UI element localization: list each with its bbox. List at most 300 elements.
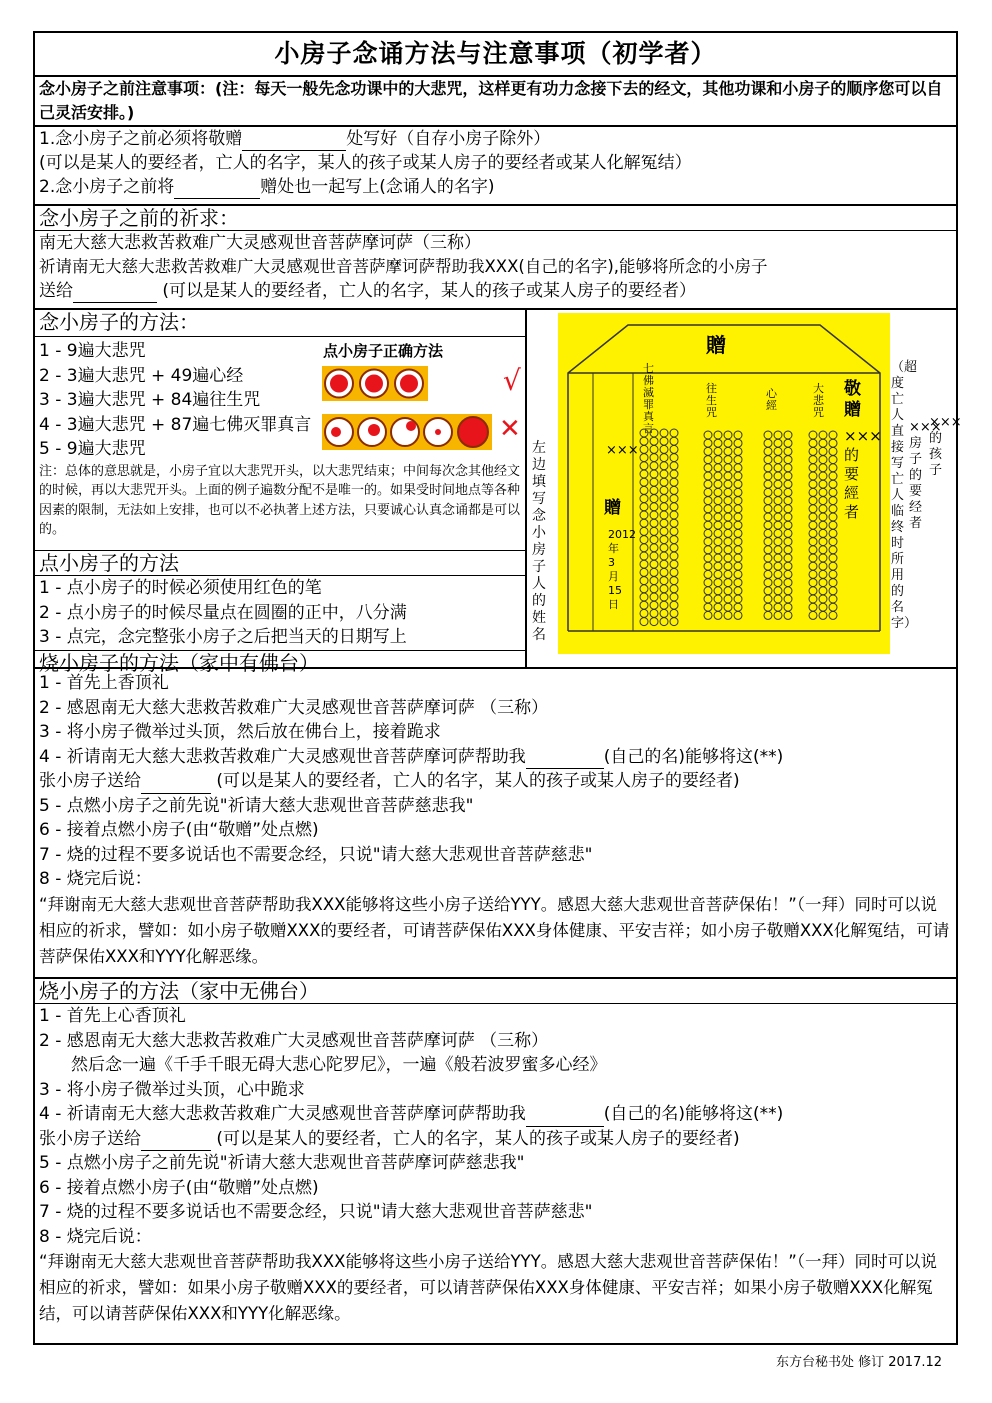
- prep-l3b: 赠处也一起写上(念诵人的名字): [260, 177, 495, 197]
- mantra-circle: [809, 603, 817, 611]
- mantra-circle: [774, 521, 782, 529]
- mantra-circle: [704, 546, 712, 554]
- blank-jingzeng: [242, 132, 346, 151]
- mantra-circle: [774, 579, 782, 587]
- burn-home-10: “拜谢南无大慈大悲观世音菩萨帮助我XXX能够将这些小房子送给YYY。感恩大慈大悲观世音菩萨保佑！”（一拜）同时可以说相应的祈求，譬如：如小房子敬赠XXX的要经者，可请菩萨保佑XXX身体健康、平安吉祥；如小房子敬赠XXX化解冤结，可请菩萨保佑XXX和YYY化解恶缘。: [39, 894, 950, 966]
- blank-zeng: [174, 180, 260, 199]
- mantra-circle: [714, 570, 722, 578]
- left-zeng: 贈: [604, 498, 621, 518]
- mantra-circle: [764, 570, 772, 578]
- mantra-circle: [670, 486, 678, 494]
- mantra-circle: [670, 552, 678, 560]
- mantra-circle: [650, 609, 658, 617]
- mantra-circle: [660, 585, 668, 593]
- mantra-circle: [784, 480, 792, 488]
- house-diagram: [527, 310, 962, 667]
- mantra-circle: [724, 554, 732, 562]
- burn-home-9: 8 - 烧完后说：: [39, 869, 152, 889]
- mantra-circle: [640, 536, 648, 544]
- method-heading: 念小房子的方法：: [35, 310, 525, 337]
- mantra-circle: [660, 445, 668, 453]
- burn-nohome-2b: 然后念一遍《千手千眼无碍大悲心陀罗尼》，一遍《般若波罗蜜多心经》: [71, 1055, 607, 1075]
- mantra-circle: [724, 562, 732, 570]
- document-sheet: [33, 31, 962, 1345]
- mantra-circle: [774, 611, 782, 619]
- mantra-circle: [650, 511, 658, 519]
- mantra-circle: [819, 554, 827, 562]
- mantra-circle: [809, 456, 817, 464]
- mantra-circle: [704, 488, 712, 496]
- mantra-circle: [819, 431, 827, 439]
- mantra-circle: [714, 587, 722, 595]
- mantra-circle: [774, 513, 782, 521]
- mantra-circle: [704, 587, 712, 595]
- mantra-circle: [640, 618, 648, 626]
- mantra-circle: [764, 480, 772, 488]
- mantra-circle: [670, 429, 678, 437]
- mantra-circle: [784, 587, 792, 595]
- mantra-circle: [784, 431, 792, 439]
- dot-heading: 点小房子的方法: [35, 550, 525, 576]
- mantra-circle: [660, 503, 668, 511]
- mantra-circle: [650, 568, 658, 576]
- mantra-circle: [640, 495, 648, 503]
- mantra-circle: [819, 513, 827, 521]
- mantra-circle: [774, 562, 782, 570]
- mantra-circle: [670, 609, 678, 617]
- mantra-circle: [650, 552, 658, 560]
- right-label-3: ×××的孩子: [929, 415, 962, 478]
- mantra-circle: [714, 521, 722, 529]
- mantra-circle: [640, 470, 648, 478]
- mantra-circle: [724, 538, 732, 546]
- mantra-circle: [734, 497, 742, 505]
- mantra-circle: [764, 447, 772, 455]
- mantra-circle: [734, 595, 742, 603]
- mantra-circle: [764, 497, 772, 505]
- mantra-circle: [724, 513, 732, 521]
- mantra-circle: [640, 560, 648, 568]
- burn-home-4b: (自己的名)能够将这(**): [603, 746, 784, 767]
- mantra-circle: [819, 603, 827, 611]
- burn-home-6: 5 - 点燃小房子之前先说"祈请大慈大悲观世音菩萨慈悲我": [39, 795, 474, 816]
- mantra-circle: [660, 495, 668, 503]
- mantra-circle: [724, 447, 732, 455]
- mantra-circle: [774, 456, 782, 464]
- burn-nohome-10: “拜谢南无大慈大悲观世音菩萨帮助我XXX能够将这些小房子送给YYY。感恩大慈大悲观世音菩萨保佑！”（一拜）同时可以说相应的祈求，譬如：如果小房子敬赠XXX的要经者，可以请菩萨保佑XXX身体健康、平安吉祥；如果小房子敬赠XXX化解冤结，可以请菩萨保佑XXX和YYY化解恶缘。: [39, 1252, 937, 1323]
- mantra-circle: [809, 472, 817, 480]
- mantra-circle: [829, 538, 837, 546]
- col3-label: 心經: [766, 387, 777, 412]
- mantra-circle: [650, 437, 658, 445]
- mantra-circle: [764, 472, 772, 480]
- mantra-circle: [764, 464, 772, 472]
- mantra-circle: [650, 560, 658, 568]
- mantra-circle: [784, 456, 792, 464]
- mantra-circle: [670, 470, 678, 478]
- method-item-1: 1 - 9遍大悲咒: [39, 341, 146, 361]
- mantra-circle: [714, 529, 722, 537]
- mantra-circle: [829, 456, 837, 464]
- mantra-circle: [819, 546, 827, 554]
- mantra-circle: [660, 486, 668, 494]
- mantra-circle: [724, 529, 732, 537]
- mantra-circle: [829, 579, 837, 587]
- mantra-circle: [724, 579, 732, 587]
- prayer-l3a: 送给: [39, 281, 73, 301]
- dot-item-3: 3 - 点完，念完整张小房子之后把当天的日期写上: [39, 627, 407, 647]
- mantra-circle: [670, 544, 678, 552]
- mantra-circle: [714, 554, 722, 562]
- mantra-circle: [660, 519, 668, 527]
- mantra-circle: [809, 431, 817, 439]
- mantra-circle: [774, 603, 782, 611]
- mantra-circle: [819, 439, 827, 447]
- mantra-circle: [714, 595, 722, 603]
- mantra-circle: [640, 437, 648, 445]
- blank-name: [526, 750, 604, 769]
- mantra-circle: [774, 488, 782, 496]
- mantra-circle: [650, 470, 658, 478]
- mantra-circle: [764, 431, 772, 439]
- mantra-circle: [809, 595, 817, 603]
- mantra-circle: [660, 552, 668, 560]
- mantra-circle: [660, 577, 668, 585]
- burn-nohome-4a: 4 - 祈请南无大慈大悲救苦救难广大灵感观世音菩萨摩诃萨帮助我: [39, 1104, 526, 1124]
- mantra-circle: [724, 439, 732, 447]
- burn-home-5a: 张小房子送给: [39, 771, 141, 791]
- mantra-circle: [809, 570, 817, 578]
- mantra-circle: [714, 480, 722, 488]
- mantra-circle: [704, 529, 712, 537]
- mantra-circle: [784, 488, 792, 496]
- mantra-circle: [734, 554, 742, 562]
- mantra-circle: [809, 562, 817, 570]
- burn-nohome-5: [39, 1127, 952, 1152]
- mantra-circle: [784, 546, 792, 554]
- left-label: 左边填写念小房子人的姓名: [532, 440, 546, 643]
- prayer-block: [35, 206, 956, 310]
- burn-nohome-5a: 张小房子送给: [39, 1128, 141, 1149]
- mantra-circle: [764, 439, 772, 447]
- prayer-line-3: [39, 279, 952, 303]
- mantra-circle: [704, 497, 712, 505]
- right-label-2: ×××房子的要经者: [909, 420, 942, 531]
- mantra-circle: [704, 521, 712, 529]
- mantra-circle: [724, 497, 732, 505]
- mantra-circle: [650, 601, 658, 609]
- mantra-circle: [660, 511, 668, 519]
- mantra-circle: [784, 529, 792, 537]
- prep-line-1: [39, 127, 952, 151]
- right-label-1: （超度亡人直接写亡人临终时所用的名字）: [891, 360, 918, 631]
- house-top-zeng: 贈: [706, 333, 726, 357]
- mantra-circle: [650, 478, 658, 486]
- mantra-circle: [784, 521, 792, 529]
- mantra-circle: [650, 593, 658, 601]
- mantra-circle: [784, 595, 792, 603]
- mantra-circle: [714, 464, 722, 472]
- burn-nohome-7: 6 - 接着点燃小房子(由“敬赠”处点燃): [39, 1177, 319, 1198]
- mantra-circle: [704, 472, 712, 480]
- mantra-circle: [640, 552, 648, 560]
- mantra-circle: [819, 562, 827, 570]
- mantra-circle: [764, 513, 772, 521]
- mantra-circle: [809, 521, 817, 529]
- burn-home-5: [39, 769, 952, 794]
- method-item-5: 5 - 9遍大悲咒: [39, 439, 146, 459]
- mantra-circle: [704, 538, 712, 546]
- blank-to: [141, 775, 211, 794]
- mantra-circle: [764, 456, 772, 464]
- mantra-circle: [724, 431, 732, 439]
- mantra-circle: [650, 536, 658, 544]
- xxx-de-label: ×××的要經者: [844, 427, 882, 521]
- mantra-circle: [734, 603, 742, 611]
- mantra-circle: [704, 464, 712, 472]
- mantra-circle: [670, 462, 678, 470]
- mantra-circle: [819, 480, 827, 488]
- mantra-circle: [809, 538, 817, 546]
- burn-nohome-block: [35, 979, 956, 1327]
- mantra-circle: [809, 529, 817, 537]
- mantra-circle: [764, 538, 772, 546]
- mantra-circle: [829, 480, 837, 488]
- dot-list: [35, 576, 525, 650]
- mantra-circle: [724, 464, 732, 472]
- mantra-circle: [724, 546, 732, 554]
- mantra-circle: [704, 595, 712, 603]
- blank-to-2: [141, 1132, 211, 1151]
- prayer-line-2: 祈请南无大慈大悲救苦救难广大灵感观世音菩萨摩诃萨帮助我XXX(自己的名字),能够将所念的小房子: [39, 257, 768, 276]
- burn-nohome-1: 1 - 首先上心香顶礼: [39, 1006, 186, 1026]
- mantra-circle: [764, 505, 772, 513]
- mantra-circle: [650, 486, 658, 494]
- mantra-circle: [809, 513, 817, 521]
- mantra-circle: [660, 470, 668, 478]
- mantra-circle: [774, 480, 782, 488]
- mantra-circle: [829, 603, 837, 611]
- mantra-circle: [819, 521, 827, 529]
- mantra-circle: [670, 618, 678, 626]
- dot-diagram: [322, 366, 522, 466]
- mantra-circle: [819, 497, 827, 505]
- mantra-circle: [724, 480, 732, 488]
- burn-home-2: 2 - 感恩南无大慈大悲救苦救难广大灵感观世音菩萨摩诃萨 （三称）: [39, 697, 549, 718]
- mantra-circle: [660, 544, 668, 552]
- mantra-circle: [774, 472, 782, 480]
- mantra-circle: [660, 536, 668, 544]
- blank-songgei: [73, 284, 157, 303]
- dot-diagram-title: 点小房子正确方法: [323, 342, 444, 360]
- mantra-circle: [714, 439, 722, 447]
- blank-name-2: [526, 1108, 604, 1127]
- mantra-circle: [660, 568, 668, 576]
- mantra-circle: [640, 511, 648, 519]
- mantra-circle: [829, 431, 837, 439]
- mantra-circle: [734, 439, 742, 447]
- mantra-circle: [670, 601, 678, 609]
- prep-l1a: 1.念小房子之前必须将敬赠: [39, 129, 243, 149]
- mantra-circle: [819, 505, 827, 513]
- left-xxx: ×××: [606, 443, 639, 458]
- mantra-circle: [819, 456, 827, 464]
- method-row: [35, 310, 962, 675]
- mantra-circle: [704, 579, 712, 587]
- mantra-circle: [724, 472, 732, 480]
- mantra-circle: [809, 464, 817, 472]
- mantra-circle: [640, 445, 648, 453]
- mantra-circle: [714, 431, 722, 439]
- mantra-circle: [829, 505, 837, 513]
- mantra-circle: [650, 519, 658, 527]
- mantra-circle: [714, 505, 722, 513]
- mantra-circle: [724, 595, 732, 603]
- correct-dot-2: [360, 370, 388, 398]
- mantra-circle: [640, 478, 648, 486]
- notice-text: 念小房子之前注意事项：(注：每天一般先念功课中的大悲咒，这样更有功力念接下去的经文，其他功课和小房子的顺序您可以自己灵活安排。): [39, 79, 943, 122]
- mantra-circle: [640, 462, 648, 470]
- mantra-circle: [724, 521, 732, 529]
- mantra-circle: [764, 546, 772, 554]
- mantra-circle: [829, 554, 837, 562]
- burn-nohome-5b: (可以是某人的要经者，亡人的名字，某人的孩子或某人房子的要经者): [216, 1128, 740, 1149]
- mantra-circle: [784, 505, 792, 513]
- prayer-l3b: (可以是某人的要经者，亡人的名字，某人的孩子或某人房子的要经者）: [162, 281, 697, 301]
- mantra-circle: [640, 429, 648, 437]
- mantra-circle: [774, 447, 782, 455]
- mantra-circle: [670, 577, 678, 585]
- mantra-circle: [660, 462, 668, 470]
- col2-label: 往生咒: [706, 382, 717, 419]
- burn-nohome-4b: (自己的名)能够将这(**): [603, 1104, 784, 1124]
- date-label: 2012年3月15日: [608, 528, 636, 611]
- mantra-circle: [809, 546, 817, 554]
- mantra-circle: [660, 560, 668, 568]
- mantra-circle: [714, 456, 722, 464]
- mantra-circle: [704, 439, 712, 447]
- mantra-circle: [704, 554, 712, 562]
- mantra-circle: [704, 431, 712, 439]
- wrong-dot-4: [424, 418, 452, 446]
- mantra-circle: [809, 447, 817, 455]
- mantra-circle: [734, 431, 742, 439]
- mantra-circle: [819, 570, 827, 578]
- burn-nohome-4: [39, 1102, 952, 1127]
- wrong-dot-5: [458, 417, 488, 447]
- mantra-circle: [640, 601, 648, 609]
- mantra-circle: [650, 503, 658, 511]
- mantra-circle: [784, 447, 792, 455]
- mantra-circle: [774, 505, 782, 513]
- burn-nohome-2: 2 - 感恩南无大慈大悲救苦救难广大灵感观世音菩萨摩诃萨 （三称）: [39, 1030, 549, 1051]
- mantra-circle: [734, 570, 742, 578]
- mantra-circle: [640, 519, 648, 527]
- prayer-heading: 念小房子之前的祈求：: [35, 206, 956, 231]
- mantra-circle: [734, 546, 742, 554]
- mantra-circle: [809, 439, 817, 447]
- mantra-circle: [650, 618, 658, 626]
- mantra-circle: [819, 472, 827, 480]
- burn-nohome-3: 3 - 将小房子微举过头顶，心中跪求: [39, 1079, 305, 1100]
- mantra-circle: [640, 503, 648, 511]
- mantra-circle: [784, 611, 792, 619]
- mantra-circle: [819, 447, 827, 455]
- house-paper: [558, 313, 890, 654]
- mantra-circle: [640, 593, 648, 601]
- mantra-circle: [714, 497, 722, 505]
- mantra-circle: [670, 536, 678, 544]
- mantra-circle: [670, 495, 678, 503]
- mantra-circle: [734, 447, 742, 455]
- col4-label: 大悲咒: [813, 382, 824, 419]
- mantra-circle: [734, 480, 742, 488]
- mantra-circle: [829, 497, 837, 505]
- mantra-circle: [704, 570, 712, 578]
- mantra-circle: [660, 601, 668, 609]
- mantra-circle: [670, 585, 678, 593]
- mantra-circle: [660, 429, 668, 437]
- burn-home-4a: 4 - 祈请南无大慈大悲救苦救难广大灵感观世音菩萨摩诃萨帮助我: [39, 746, 526, 767]
- correct-dot-3: [395, 370, 423, 398]
- mantra-circle: [764, 554, 772, 562]
- mantra-circle: [764, 521, 772, 529]
- mantra-circle: [829, 513, 837, 521]
- cross-icon: ✕: [499, 414, 521, 444]
- mantra-circle: [774, 529, 782, 537]
- mantra-circle: [660, 478, 668, 486]
- jingzeng-label: 敬贈: [844, 379, 861, 420]
- mantra-circle: [784, 439, 792, 447]
- mantra-circle: [704, 456, 712, 464]
- mantra-circle: [784, 579, 792, 587]
- mantra-circle: [640, 609, 648, 617]
- mantra-circle: [650, 495, 658, 503]
- mantra-circle: [640, 577, 648, 585]
- mantra-circle: [829, 439, 837, 447]
- mantra-circle: [809, 480, 817, 488]
- mantra-circle: [829, 472, 837, 480]
- mantra-circle: [829, 595, 837, 603]
- dot-item-1: 1 - 点小房子的时候必须使用红色的笔: [39, 578, 322, 598]
- mantra-circle: [774, 497, 782, 505]
- mantra-circle: [829, 546, 837, 554]
- burn-home-7: 6 - 接着点燃小房子(由“敬赠”处点燃): [39, 820, 319, 840]
- mantra-circle: [704, 603, 712, 611]
- circle-columns: [558, 313, 890, 654]
- mantra-circle: [829, 570, 837, 578]
- mantra-circle: [660, 437, 668, 445]
- mantra-circle: [714, 513, 722, 521]
- mantra-circle: [809, 611, 817, 619]
- mantra-circle: [774, 439, 782, 447]
- mantra-circle: [714, 603, 722, 611]
- mantra-circle: [660, 609, 668, 617]
- mantra-circle: [670, 519, 678, 527]
- burn-home-3: 3 - 将小房子微举过头顶，然后放在佛台上，接着跪求: [39, 722, 441, 742]
- mantra-circle: [809, 587, 817, 595]
- mantra-circle: [734, 505, 742, 513]
- mantra-circle: [829, 562, 837, 570]
- mantra-circle: [764, 488, 772, 496]
- mantra-circle: [774, 546, 782, 554]
- mantra-circle: [704, 513, 712, 521]
- mantra-circle: [704, 447, 712, 455]
- check-icon: √: [503, 364, 521, 397]
- mantra-circle: [734, 456, 742, 464]
- mantra-circle: [714, 579, 722, 587]
- mantra-circle: [784, 472, 792, 480]
